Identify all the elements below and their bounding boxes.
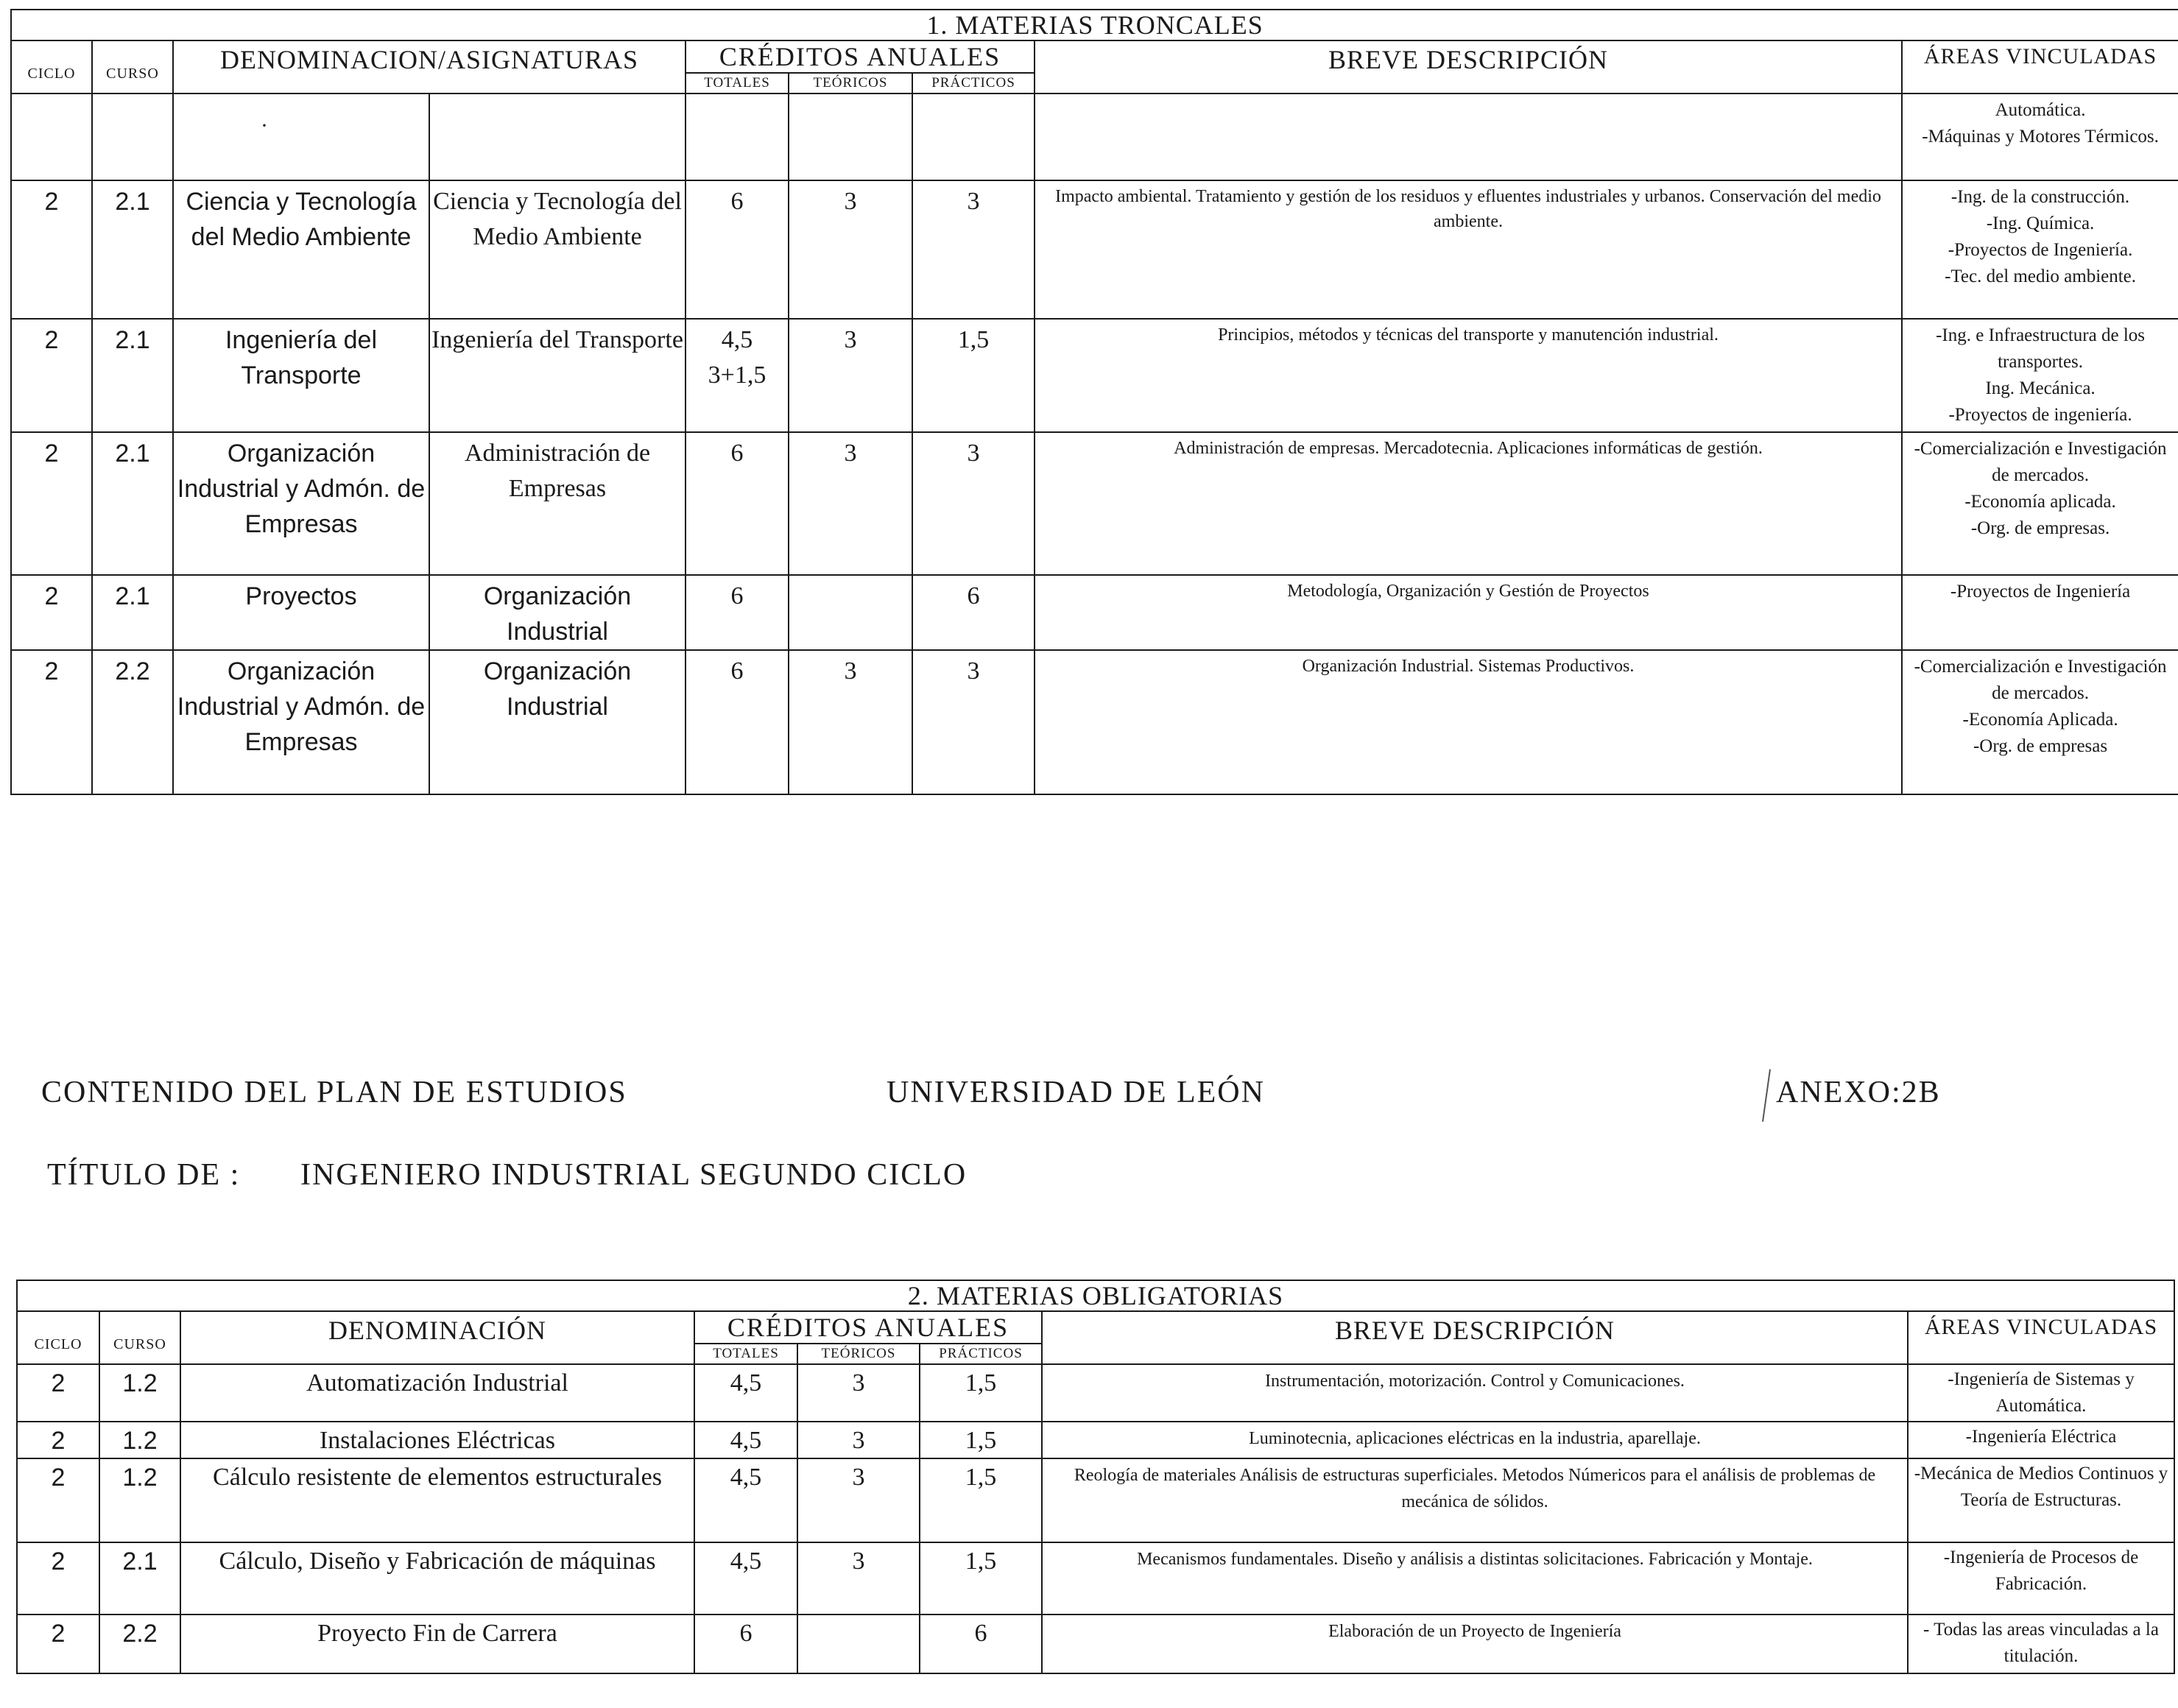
header-creditos: CRÉDITOS ANUALES <box>694 1311 1042 1344</box>
asignatura-cell: Administración de Empresas <box>429 432 686 575</box>
curso-cell: 2.1 <box>92 180 173 319</box>
totales-cell: 4,5 <box>694 1364 797 1422</box>
header-teoricos: TEÓRICOS <box>789 73 912 93</box>
practicos-cell: 1,5 <box>920 1458 1042 1542</box>
materias-obligatorias-table <box>16 1280 2175 1674</box>
ciclo-cell: 2 <box>17 1422 99 1458</box>
ciclo-cell: 2 <box>11 432 92 575</box>
totales-cell: 6 <box>686 180 789 319</box>
asignatura-cell: Ciencia y Tecnología del Medio Ambiente <box>429 180 686 319</box>
asignatura-cell: Organización Industrial <box>429 650 686 794</box>
header-practicos: PRÁCTICOS <box>912 73 1035 93</box>
header-curso: CURSO <box>92 40 173 93</box>
teoricos-cell: 3 <box>789 319 912 432</box>
teoricos-cell: 3 <box>789 650 912 794</box>
curso-cell: 1.2 <box>99 1458 180 1542</box>
table-row <box>11 575 2178 650</box>
practicos-cell: 3 <box>912 180 1035 319</box>
ciclo-cell: 2 <box>11 575 92 650</box>
teoricos-cell <box>797 1615 920 1673</box>
header-teoricos: TEÓRICOS <box>797 1344 920 1364</box>
totales-cell: 4,5 <box>694 1542 797 1615</box>
teoricos-cell: 3 <box>797 1542 920 1615</box>
titulo-label: TÍTULO DE : <box>47 1158 241 1192</box>
areas-cell: -Ingeniería de Procesos de Fabricación. <box>1908 1542 2174 1615</box>
header-curso: CURSO <box>99 1311 180 1364</box>
asignatura-cell: Organización Industrial <box>429 575 686 650</box>
teoricos-cell <box>789 575 912 650</box>
header-descripcion: BREVE DESCRIPCIÓN <box>1042 1311 1908 1364</box>
descripcion-cell: Reología de materiales Análisis de estructuras superficiales. Metodos Númericos para el análisis de problemas de mecánica de sólidos. <box>1042 1458 1908 1542</box>
denominacion-cell: Cálculo, Diseño y Fabricación de máquinas <box>180 1542 694 1615</box>
header-creditos: CRÉDITOS ANUALES <box>686 40 1035 73</box>
ciclo-cell: 2 <box>11 319 92 432</box>
ciclo-cell: 2 <box>11 650 92 794</box>
practicos-cell: 6 <box>912 575 1035 650</box>
denominacion-cell: Cálculo resistente de elementos estructurales <box>180 1458 694 1542</box>
areas-continued: Automática. -Máquinas y Motores Térmicos. <box>1902 93 2178 180</box>
curso-cell: 2.1 <box>92 575 173 650</box>
practicos-cell: 6 <box>920 1615 1042 1673</box>
totales-cell: 4,5 3+1,5 <box>686 319 789 432</box>
totales-cell: 4,5 <box>694 1458 797 1542</box>
materia-cell: Ingeniería del Transporte <box>173 319 429 432</box>
totales-cell: 6 <box>694 1615 797 1673</box>
ciclo-cell: 2 <box>17 1364 99 1422</box>
margin-mark <box>1762 1069 1771 1122</box>
denominacion-cell: Instalaciones Eléctricas <box>180 1422 694 1458</box>
header-ciclo: CICLO <box>17 1311 99 1364</box>
descripcion-cell: Impacto ambiental. Tratamiento y gestión de los residuos y efluentes industriales y urbanos. Conservación del medio ambiente. <box>1035 180 1902 319</box>
materia-cell: Proyectos <box>173 575 429 650</box>
contenido-plan-title: CONTENIDO DEL PLAN DE ESTUDIOS <box>41 1076 627 1109</box>
totales-cell: 6 <box>686 575 789 650</box>
curso-cell: 1.2 <box>99 1422 180 1458</box>
areas-cell: -Mecánica de Medios Continuos y Teoría de Estructuras. <box>1908 1458 2174 1542</box>
descripcion-cell: Organización Industrial. Sistemas Productivos. <box>1035 650 1902 794</box>
areas-cell: -Proyectos de Ingeniería <box>1902 575 2178 650</box>
descripcion-cell: Instrumentación, motorización. Control y Comunicaciones. <box>1042 1364 1908 1422</box>
header-areas: ÁREAS VINCULADAS <box>1902 40 2178 93</box>
curso-cell: 2.2 <box>92 650 173 794</box>
areas-cell: -Comercialización e Investigación de mercados. -Economía aplicada. -Org. de empresas. <box>1902 432 2178 575</box>
table-row <box>17 1615 2174 1673</box>
descripcion-cell: Principios, métodos y técnicas del transporte y manutención industrial. <box>1035 319 1902 432</box>
curso-cell: 2.2 <box>99 1615 180 1673</box>
materia-cell: Ciencia y Tecnología del Medio Ambiente <box>173 180 429 319</box>
ciclo-cell: 2 <box>11 180 92 319</box>
table-row <box>17 1458 2174 1542</box>
areas-cell: -Ing. e Infraestructura de los transportes. Ing. Mecánica. -Proyectos de ingeniería. <box>1902 319 2178 432</box>
table-row <box>11 319 2178 432</box>
table-row <box>17 1422 2174 1458</box>
denominacion-cell: Proyecto Fin de Carrera <box>180 1615 694 1673</box>
teoricos-cell: 3 <box>797 1422 920 1458</box>
areas-cell: -Comercialización e Investigación de mercados. -Economía Aplicada. -Org. de empresas <box>1902 650 2178 794</box>
descripcion-cell: Luminotecnia, aplicaciones eléctricas en la industria, aparellaje. <box>1042 1422 1908 1458</box>
areas-cell: -Ingeniería Eléctrica <box>1908 1422 2174 1458</box>
practicos-cell: 1,5 <box>920 1364 1042 1422</box>
asignatura-cell: Ingeniería del Transporte <box>429 319 686 432</box>
header-denominacion: DENOMINACIÓN <box>180 1311 694 1364</box>
materia-cell: Organización Industrial y Admón. de Empresas <box>173 432 429 575</box>
header-totales: TOTALES <box>694 1344 797 1364</box>
areas-cell: - Todas las areas vinculadas a la titulación. <box>1908 1615 2174 1673</box>
denominacion-cell: Automatización Industrial <box>180 1364 694 1422</box>
table-title: 1. MATERIAS TRONCALES <box>11 10 2178 40</box>
descripcion-cell: Elaboración de un Proyecto de Ingeniería <box>1042 1615 1908 1673</box>
header-totales: TOTALES <box>686 73 789 93</box>
totales-cell: 6 <box>686 650 789 794</box>
table-row <box>11 432 2178 575</box>
descripcion-cell: Administración de empresas. Mercadotecnia. Aplicaciones informáticas de gestión. <box>1035 432 1902 575</box>
titulo-value: INGENIERO INDUSTRIAL SEGUNDO CICLO <box>300 1158 968 1192</box>
areas-cell: -Ing. de la construcción. -Ing. Química. -Proyectos de Ingeniería. -Tec. del medio ambiente. <box>1902 180 2178 319</box>
practicos-cell: 3 <box>912 432 1035 575</box>
table-row <box>11 180 2178 319</box>
teoricos-cell: 3 <box>789 180 912 319</box>
totales-cell: 4,5 <box>694 1422 797 1458</box>
ciclo-cell: 2 <box>17 1542 99 1615</box>
totales-cell: 6 <box>686 432 789 575</box>
practicos-cell: 3 <box>912 650 1035 794</box>
table-row <box>17 1542 2174 1615</box>
header-descripcion: BREVE DESCRIPCIÓN <box>1035 40 1902 93</box>
table-row-top-continued: · Automática. -Máquinas y Motores Térmicos. <box>11 93 2178 180</box>
universidad-title: UNIVERSIDAD DE LEÓN <box>887 1076 1265 1109</box>
practicos-cell: 1,5 <box>920 1422 1042 1458</box>
table-title: 2. MATERIAS OBLIGATORIAS <box>17 1280 2174 1311</box>
teoricos-cell: 3 <box>797 1458 920 1542</box>
descripcion-cell: Metodología, Organización y Gestión de Proyectos <box>1035 575 1902 650</box>
curso-cell: 2.1 <box>92 319 173 432</box>
anexo-label: ANEXO:2B <box>1776 1076 1941 1109</box>
ciclo-cell: 2 <box>17 1458 99 1542</box>
curso-cell: 1.2 <box>99 1364 180 1422</box>
teoricos-cell: 3 <box>789 432 912 575</box>
practicos-cell: 1,5 <box>920 1542 1042 1615</box>
teoricos-cell: 3 <box>797 1364 920 1422</box>
curso-cell: 2.1 <box>99 1542 180 1615</box>
materia-cell: Organización Industrial y Admón. de Empresas <box>173 650 429 794</box>
areas-cell: -Ingeniería de Sistemas y Automática. <box>1908 1364 2174 1422</box>
header-practicos: PRÁCTICOS <box>920 1344 1042 1364</box>
table-row <box>17 1364 2174 1422</box>
descripcion-cell: Mecanismos fundamentales. Diseño y análisis a distintas solicitaciones. Fabricación y Montaje. <box>1042 1542 1908 1615</box>
header-areas: ÁREAS VINCULADAS <box>1908 1311 2174 1364</box>
ciclo-cell: 2 <box>17 1615 99 1673</box>
curso-cell: 2.1 <box>92 432 173 575</box>
header-ciclo: CICLO <box>11 40 92 93</box>
header-denominacion: DENOMINACION/ASIGNATURAS <box>173 40 686 93</box>
materias-troncales-table <box>10 9 2178 795</box>
table-row <box>11 650 2178 794</box>
practicos-cell: 1,5 <box>912 319 1035 432</box>
